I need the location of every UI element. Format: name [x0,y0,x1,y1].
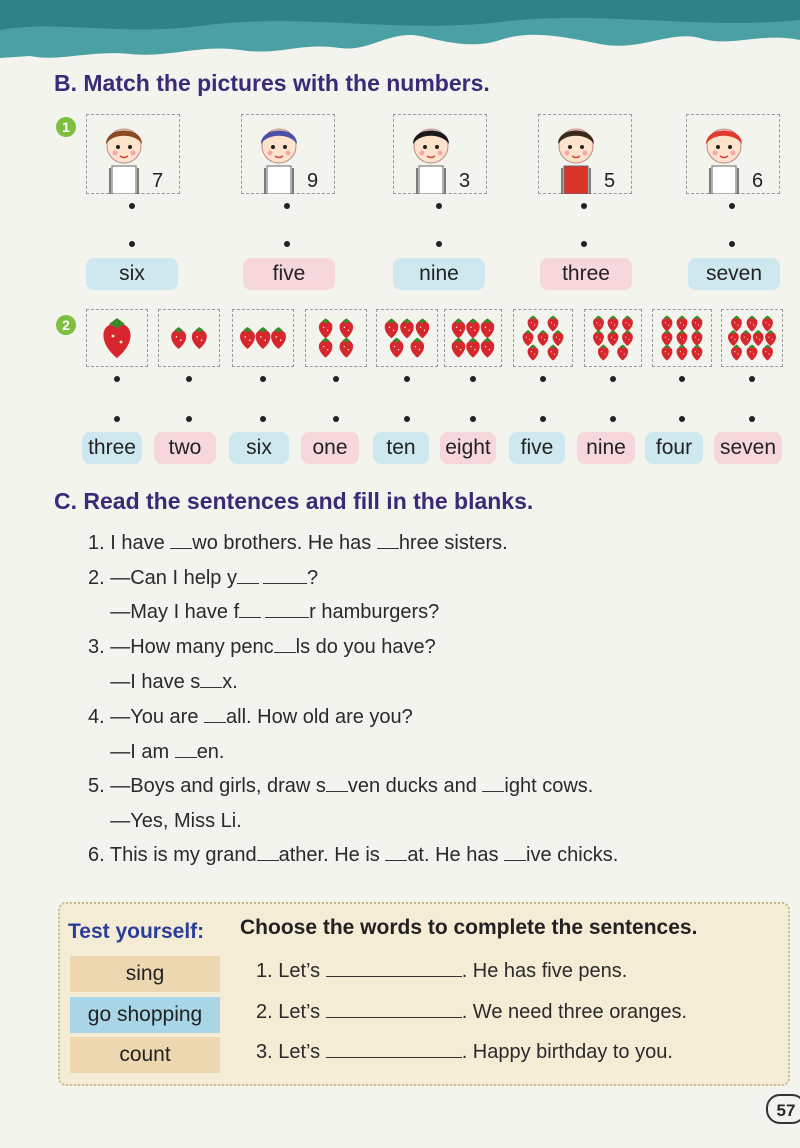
child-picture [548,116,604,194]
answer-blank[interactable] [285,569,307,584]
match-dot-top [284,203,290,209]
number-word-chip: five [243,258,335,290]
sentence-text: 2. —Can I help y [88,567,237,589]
sentence-text: x. [222,671,238,693]
number-word-chip: two [154,432,216,464]
test-sentence [256,1001,687,1024]
picture-number: 5 [604,170,616,192]
sentence-end: . Happy birthday to you. [461,1041,673,1063]
match-dot-bottom [404,416,410,422]
match-dot-top [114,376,120,382]
answer-line[interactable] [326,1041,462,1058]
match-dot-bottom [610,416,616,422]
number-word-chip: five [509,432,565,464]
sentence-text: 5. —Boys and girls, draw s [88,775,326,797]
match-dot-top [404,376,410,382]
sentence-line [88,601,439,624]
match-dot-bottom [436,241,442,247]
match-dot-top [610,376,616,382]
section-c-title: C. Read the sentences and fill in the blanks. [54,488,534,514]
match-dot-top [186,376,192,382]
answer-blank[interactable] [504,846,526,861]
answer-line[interactable] [326,1001,462,1018]
answer-blank[interactable] [257,846,279,861]
sentence-end: . He has five pens. [461,960,628,982]
answer-blank[interactable] [175,743,197,758]
strawberry-group [584,309,642,367]
number-word-chip: eight [440,432,496,464]
child-picture [696,116,752,194]
number-word-chip: one [301,432,359,464]
strawberry-group [305,309,367,367]
child-picture [403,116,459,194]
child-picture [251,116,307,194]
picture-number: 9 [307,170,319,192]
strawberry-group [376,309,438,367]
answer-blank[interactable] [239,603,261,618]
sentence-line [88,671,238,694]
word-choice-chip: sing [70,956,220,992]
header-banner [0,0,800,70]
match-dot-top [749,376,755,382]
number-word-chip: nine [393,258,485,290]
sentence-text: r hamburgers? [309,601,440,623]
number-word-chip: nine [577,432,635,464]
strawberry-group [158,309,220,367]
number-word-chip: seven [714,432,782,464]
answer-blank[interactable] [326,777,348,792]
sentence-text: —Yes, Miss Li. [88,810,242,832]
sentence-line [88,532,508,555]
sentence-start: 1. Let’s [256,960,326,982]
sentence-text: all. How old are you? [226,706,413,728]
sentence-line [88,636,436,659]
match-dot-top [729,203,735,209]
sentence-text: ight cows. [504,775,594,797]
match-dot-top [333,376,339,382]
sentence-text: —May I have f [88,601,240,623]
sentence-text: wo brothers. He has [192,532,377,554]
sentence-line [88,775,593,798]
child-picture [96,116,152,194]
answer-blank[interactable] [263,569,285,584]
sentence-text: ? [306,567,319,589]
row1-marker: 1 [56,117,76,137]
match-dot-bottom [260,416,266,422]
test-sentence [256,960,627,983]
strawberry-group [513,309,573,367]
answer-blank[interactable] [385,846,407,861]
section-b-title: B. Match the pictures with the numbers. [54,70,490,96]
answer-blank[interactable] [237,569,259,584]
strawberry-group [652,309,712,367]
test-instruction: Choose the words to complete the sentences. [240,916,698,939]
strawberry-group [721,309,783,367]
page-number: 57 [766,1094,800,1124]
match-dot-top [540,376,546,382]
sentence-text: ive chicks. [526,844,619,866]
number-word-chip: three [82,432,142,464]
number-word-chip: four [645,432,703,464]
sentence-text: —I am [88,741,175,763]
match-dot-top [129,203,135,209]
match-dot-top [679,376,685,382]
picture-number: 3 [459,170,471,192]
match-dot-bottom [470,416,476,422]
sentence-text: hree sisters. [398,532,508,554]
sentence-line [88,706,413,729]
sentence-text: —I have s [88,671,201,693]
match-dot-top [470,376,476,382]
answer-blank[interactable] [482,777,504,792]
match-dot-bottom [679,416,685,422]
match-dot-bottom [186,416,192,422]
sentence-text: ven ducks and [347,775,483,797]
sentence-text: ls do you have? [295,636,436,658]
number-word-chip: seven [688,258,780,290]
answer-blank[interactable] [200,673,222,688]
answer-blank[interactable] [274,638,296,653]
sentence-start: 2. Let’s [256,1001,326,1023]
test-sentence [256,1041,673,1064]
sentence-text: 4. —You are [88,706,205,728]
answer-blank[interactable] [204,708,226,723]
sentence-line [88,810,242,833]
number-word-chip: three [540,258,632,290]
answer-blank[interactable] [377,534,399,549]
match-dot-bottom [729,241,735,247]
sentence-text: at. He has [407,844,505,866]
word-choice-chip: go shopping [70,997,220,1033]
number-word-chip: six [86,258,178,290]
match-dot-bottom [129,241,135,247]
sentence-line [88,741,225,764]
match-dot-bottom [581,241,587,247]
test-label: Test yourself: [68,920,205,943]
sentence-end: . We need three oranges. [461,1001,688,1023]
sentence-text: en. [196,741,225,763]
sentence-text: 3. —How many penc [88,636,274,658]
sentence-line [88,844,618,867]
match-dot-bottom [333,416,339,422]
answer-line[interactable] [326,960,462,977]
number-word-chip: ten [373,432,429,464]
strawberry-group [86,309,148,367]
match-dot-top [436,203,442,209]
picture-number: 7 [152,170,164,192]
match-dot-bottom [284,241,290,247]
match-dot-bottom [749,416,755,422]
strawberry-group [232,309,294,367]
sentence-text: 6. This is my grand [88,844,257,866]
answer-blank[interactable] [170,534,192,549]
answer-blank[interactable] [265,603,287,618]
number-word-chip: six [229,432,289,464]
word-choice-chip: count [70,1037,220,1073]
sentence-line [88,567,318,590]
match-dot-top [581,203,587,209]
row2-marker: 2 [56,315,76,335]
match-dot-top [260,376,266,382]
strawberry-group [444,309,502,367]
sentence-start: 3. Let’s [256,1041,326,1063]
picture-number: 6 [752,170,764,192]
match-dot-bottom [114,416,120,422]
sentence-text: ather. He is [278,844,386,866]
answer-blank[interactable] [287,603,309,618]
sentence-text: 1. I have [88,532,171,554]
match-dot-bottom [540,416,546,422]
